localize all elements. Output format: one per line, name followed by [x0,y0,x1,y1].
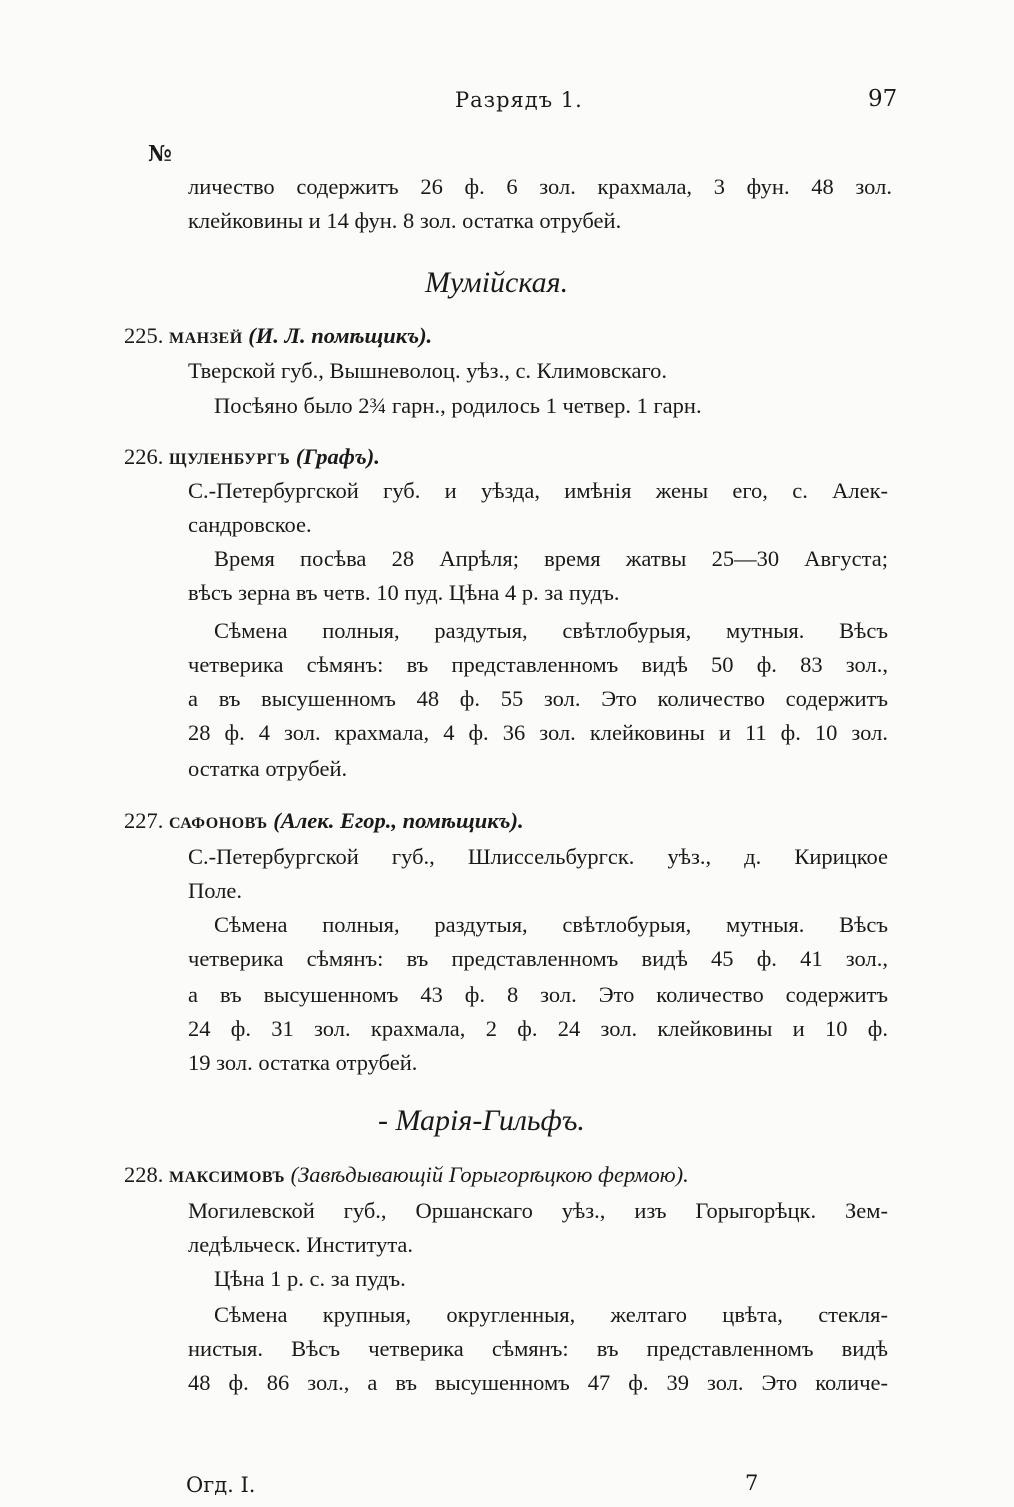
entry-227-line-6: 24 ф. 31 зол. крахмала, 2 ф. 24 зол. клейковины и 10 ф. [188,1016,888,1041]
entry-228-line-3: Цѣна 1 р. с. за пудъ. [214,1266,406,1291]
entry-227-line-3: Сѣмена полныя, раздутыя, свѣтлобурыя, мутныя. Вѣсъ [214,912,888,937]
sheet-number: 7 [745,1471,759,1495]
entry-228-line-1: Могилевской губ., Оршанскаго уѣз., изъ Горыгорѣцк. Зем- [188,1198,888,1223]
entry-name: манзей [169,323,243,348]
entry-227-line-1: С.-Петербургской губ., Шлиссельбургск. уѣз., д. Кирицкое [188,844,888,869]
entry-number-225: 225. манзей (И. Л. помѣщикъ). [124,323,433,348]
entry-name: сафоновъ [169,808,268,833]
entry-228-line-4: Сѣмена крупныя, округленныя, желтаго цвѣта, стекля- [214,1302,888,1327]
section-title-mariya-gilf: - Марія-Гильфъ. [378,1104,585,1137]
entry-title: (И. Л. помѣщикъ). [248,323,433,348]
entry-228-line-6: 48 ф. 86 зол., а въ высушенномъ 47 ф. 39 зол. Это количе- [188,1370,888,1395]
entry-title: (Алек. Егор., помѣщикъ). [273,808,524,833]
page-number: 97 [868,86,898,112]
entry-226-line-8: 28 ф. 4 зол. крахмала, 4 ф. 36 зол. клейковины и 11 ф. 10 зол. [188,720,888,745]
section-title-mumiyskaya: Мумійская. [425,266,569,299]
entry-name: максимовъ [169,1162,285,1187]
signature-mark: Огд. I. [186,1473,256,1497]
entry-title: (Завѣдывающій Горыгорѣцкою фермою). [290,1162,689,1187]
entry-225-line-2: Посѣяно было 2¾ гарн., родилось 1 четвер. 1 гарн. [214,393,702,418]
entry-227-line-5: а въ высушенномъ 43 ф. 8 зол. Это количество содержитъ [188,982,888,1007]
entry-227-line-7: 19 зол. остатка отрубей. [188,1050,418,1075]
entry-228-line-5: нистыя. Вѣсъ четверика сѣмянъ: въ представленномъ видѣ [188,1336,888,1361]
entry-227-line-2: Поле. [188,878,243,903]
entry-226-line-4: вѣсъ зерна въ четв. 10 пуд. Цѣна 4 р. за пудъ. [188,580,620,605]
entry-226-line-3: Время посѣва 28 Апрѣля; время жатвы 25—30 Августа; [214,546,888,571]
entry-226-line-5: Сѣмена полныя, раздутыя, свѣтлобурыя, мутныя. Вѣсъ [214,618,888,643]
entry-name: щуленбургъ [169,444,291,469]
entry-226-line-1: С.-Петербургской губ. и уѣзда, имѣнія жены его, с. Алек- [188,478,888,503]
entry-title: (Графъ). [295,444,380,469]
entry-226-line-7: а въ высушенномъ 48 ф. 55 зол. Это количество содержитъ [188,686,888,711]
entry-number-228: 228. максимовъ (Завѣдывающій Горыгорѣцкою фермою). [124,1162,689,1187]
entry-number-227: 227. сафоновъ (Алек. Егор., помѣщикъ). [124,808,524,833]
number-sign: № [148,141,172,167]
entry-228-line-2: ледѣльческ. Института. [188,1232,414,1257]
running-head: Разрядъ 1. [455,88,583,112]
intro-line-1: личество содержитъ 26 ф. 6 зол. крахмала, 3 фун. 48 зол. [188,174,892,199]
entry-227-line-4: четверика сѣмянъ: въ представленномъ видѣ 45 ф. 41 зол., [188,946,888,971]
entry-226-line-6: четверика сѣмянъ: въ представленномъ видѣ 50 ф. 83 зол., [188,652,888,677]
entry-226-line-9: остатка отрубей. [188,756,348,781]
entry-225-line-1: Тверской губ., Вышневолоц. уѣз., с. Климовскаго. [188,358,668,383]
entry-number-226: 226. щуленбургъ (Графъ). [124,444,380,469]
entry-226-line-2: сандровское. [188,512,312,537]
intro-line-2: клейковины и 14 фун. 8 зол. остатка отрубей. [188,208,622,233]
